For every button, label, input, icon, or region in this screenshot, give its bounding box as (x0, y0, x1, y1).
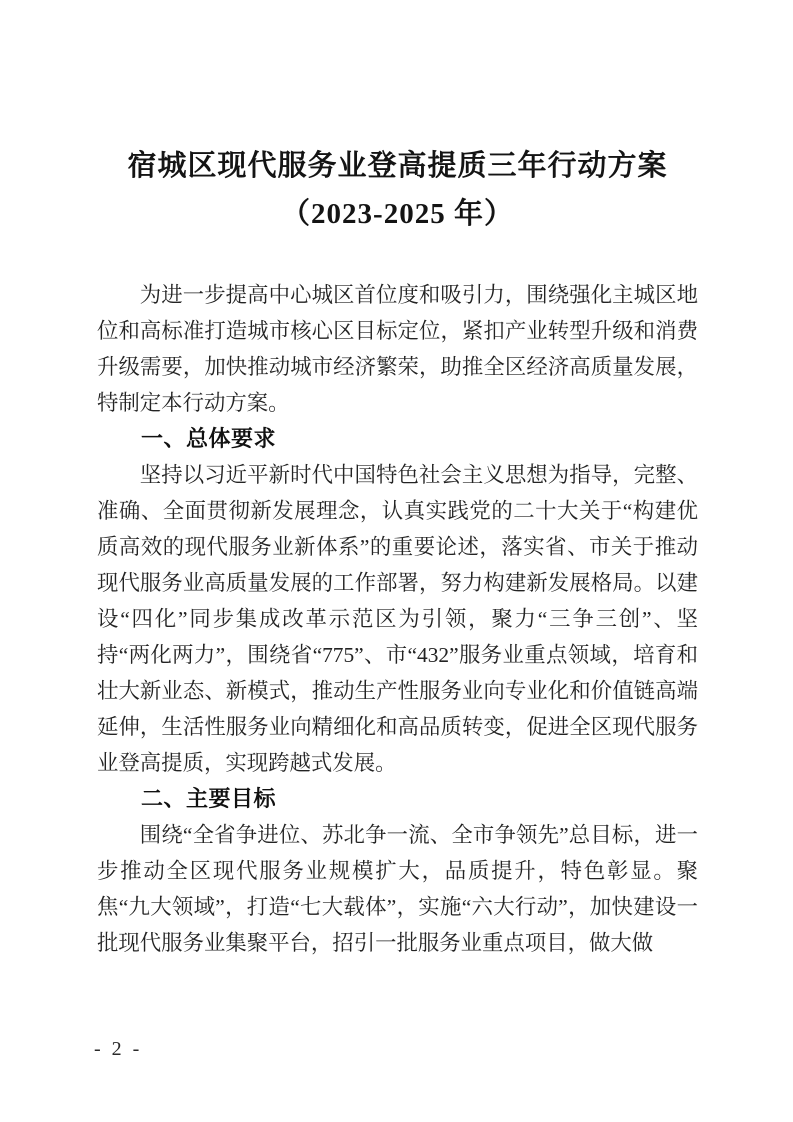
page-number: - 2 - (94, 1038, 143, 1060)
document-title-line-1: 宿城区现代服务业登高提质三年行动方案 (127, 150, 668, 182)
paragraph-section-1: 坚持以习近平新时代中国特色社会主义思想为指导，完整、准确、全面贯彻新发展理念，认真实践党的二十大关于“构建优质高效的现代服务业新体系”的重要论述，落实省、市关于推动现代服务业高质量发展的工作部署，努力构建新发展格局。以建设“四化”同步集成改革示范区为引领，聚力“三争三创”、坚持“两化两力”，围绕省“775”、市“432”服务业重点领域，培育和壮大新业态、新模式，推动生产性服务业向专业化和价值链高端延伸，生活性服务业向精细化和高品质转变，促进全区现代服务业登高提质，实现跨越式发展。 (97, 463, 698, 775)
paragraph-intro: 为进一步提高中心城区首位度和吸引力，围绕强化主城区地位和高标准打造城市核心区目标定位，紧扣产业转型升级和消费升级需要，加快推动城市经济繁荣，助推全区经济高质量发展，特制定本行动方案。 (97, 283, 698, 415)
document-title-line-2: （2023-2025 年） (281, 198, 514, 230)
document-body (97, 277, 698, 961)
paragraph-section-2: 围绕“全省争进位、苏北争一流、全市争领先”总目标，进一步推动全区现代服务业规模扩大，品质提升，特色彰显。聚焦“九大领域”，打造“七大载体”，实施“六大行动”，加快建设一批现代服务业集聚平台，招引一批服务业重点项目，做大做 (97, 823, 698, 955)
section-heading-1: 一、总体要求 (141, 426, 277, 451)
section-heading-2: 二、主要目标 (141, 786, 277, 811)
